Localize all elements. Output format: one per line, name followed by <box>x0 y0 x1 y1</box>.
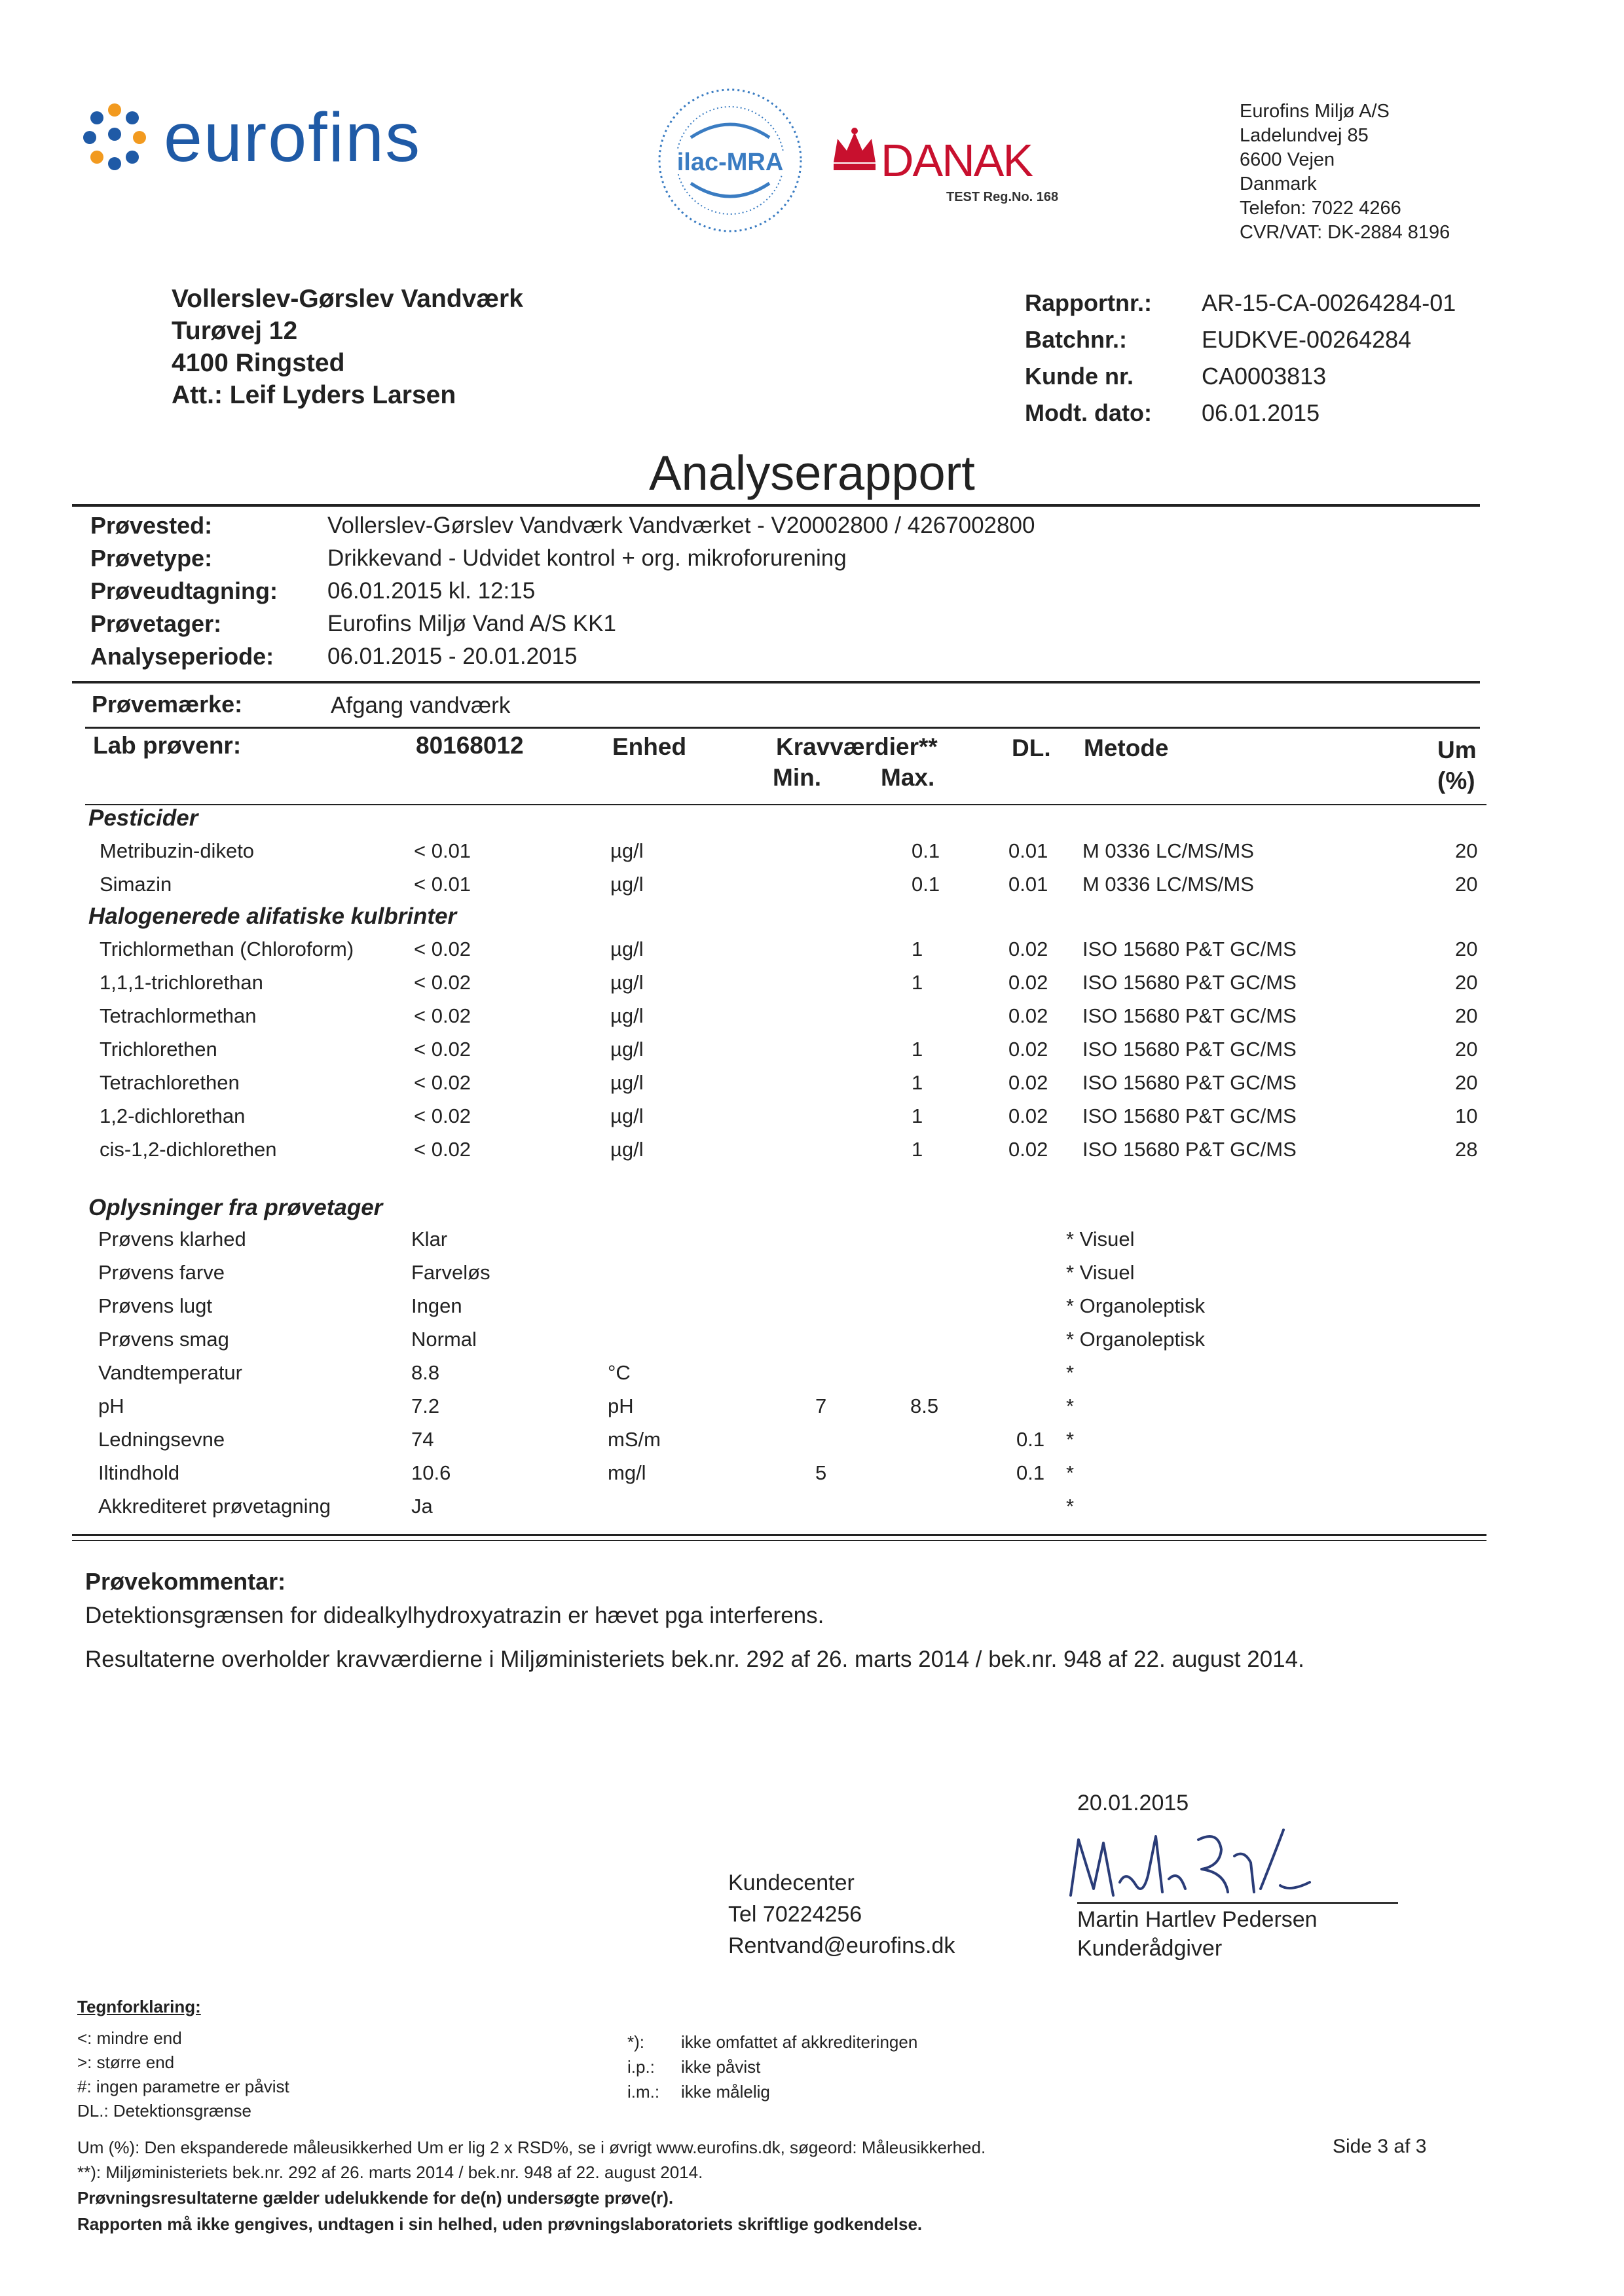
cell-unit: pH <box>608 1394 634 1417</box>
section-halogenated: Halogenerede alifatiske kulbrinter <box>88 903 457 929</box>
legend-right-keys <box>627 2030 659 2104</box>
cell-value: < 0.02 <box>414 938 471 960</box>
cell-value: 74 <box>411 1428 434 1451</box>
cell-name: Ledningsevne <box>98 1428 225 1451</box>
cell-max: 8.5 <box>910 1394 939 1417</box>
cell-name: 1,2-dichlorethan <box>100 1104 246 1127</box>
cell-min: 7 <box>815 1394 827 1417</box>
cell-value: < 0.02 <box>414 971 471 994</box>
sample-value: Eurofins Miljø Vand A/S KK1 <box>327 611 616 636</box>
cell-value: < 0.02 <box>414 1004 471 1027</box>
cell-method: ISO 15680 P&T GC/MS <box>1082 1004 1297 1027</box>
signer <box>1077 1905 1318 1963</box>
kundecenter-email[interactable]: Rentvand@eurofins.dk <box>728 1933 955 1958</box>
um-note: Um (%): Den ekspanderede måleusikkerhed Um er lig 2 x RSD%, se i øvrigt www.eurofins.dk, søgeord: Måleusikkerhed. <box>77 2138 986 2157</box>
lab-address-line: 6600 Vejen <box>1240 149 1335 170</box>
comment-line: Resultaterne overholder kravværdierne i Miljøministeriets bek.nr. 292 af 26. marts 2014 / bek.nr. 948 af 22. august 2014. <box>85 1647 1304 1672</box>
cell-value: Normal <box>411 1328 477 1351</box>
cell-unit: µg/l <box>610 1104 644 1127</box>
lab-address-line: Telefon: 7022 4266 <box>1240 198 1401 219</box>
lab-sample-number: 80168012 <box>416 732 524 759</box>
cell-um: 20 <box>1455 873 1478 896</box>
cell-um: 20 <box>1455 1004 1478 1027</box>
legend-item: >: større end <box>77 2052 175 2072</box>
crown-icon <box>828 124 881 177</box>
cell-name: Trichlorethen <box>100 1038 217 1061</box>
lab-sample-label: Lab prøvenr: <box>93 732 242 759</box>
cell-dl: 0.02 <box>1008 1138 1048 1161</box>
cell-dl: 0.02 <box>1008 1104 1048 1127</box>
max-header: Max. <box>881 764 935 791</box>
meta-value: 06.01.2015 <box>1202 399 1320 426</box>
cell-value: Ja <box>411 1495 433 1518</box>
legend-left <box>77 2026 289 2123</box>
divider <box>85 727 1480 729</box>
customer-address <box>172 283 523 411</box>
cell-dl: 0.01 <box>1008 873 1048 896</box>
legend-key: i.p.: <box>627 2057 655 2077</box>
stars-note: **): Miljøministeriets bek.nr. 292 af 26. marts 2014 / bek.nr. 948 af 22. august 2014. <box>77 2162 703 2182</box>
cell-method: M 0336 LC/MS/MS <box>1082 873 1254 896</box>
cell-value: < 0.01 <box>414 839 471 862</box>
cell-dl: 0.1 <box>1016 1461 1045 1484</box>
signature-date: 20.01.2015 <box>1077 1791 1189 1815</box>
customer-center <box>728 1867 955 1961</box>
comment-heading: Prøvekommentar: <box>85 1568 286 1595</box>
cell-unit: mg/l <box>608 1461 646 1484</box>
cell-method: ISO 15680 P&T GC/MS <box>1082 971 1297 994</box>
signature-line <box>1077 1902 1398 1904</box>
signer-title: Kunderådgiver <box>1077 1936 1223 1961</box>
report-meta-labels <box>1025 285 1152 431</box>
customer-line: 4100 Ringsted <box>172 349 345 377</box>
cell-value: < 0.02 <box>414 1071 471 1094</box>
sample-values <box>327 509 1035 673</box>
cell-method: * Visuel <box>1066 1228 1135 1250</box>
kundecenter-line: Kundecenter <box>728 1870 855 1895</box>
cell-max: 1 <box>912 1038 923 1061</box>
legend-item: <: mindre end <box>77 2028 182 2048</box>
legend-item: DL.: Detektionsgrænse <box>77 2101 251 2121</box>
eurofins-logo-text: eurofins <box>164 99 422 176</box>
lab-address <box>1240 100 1450 245</box>
cell-name: Iltindhold <box>98 1461 180 1484</box>
cell-name: Prøvens klarhed <box>98 1228 246 1250</box>
cell-unit: µg/l <box>610 1138 644 1161</box>
cell-method: ISO 15680 P&T GC/MS <box>1082 1104 1297 1127</box>
cell-name: Simazin <box>100 873 172 896</box>
customer-line: Turøvej 12 <box>172 317 298 345</box>
lab-address-line: CVR/VAT: DK-2884 8196 <box>1240 222 1450 243</box>
cell-dl: 0.1 <box>1016 1428 1045 1451</box>
cell-unit: µg/l <box>610 1071 644 1094</box>
danak-logo-text: DANAK <box>881 135 1033 186</box>
cell-um: 28 <box>1455 1138 1478 1161</box>
divider <box>72 504 1480 507</box>
cell-unit: µg/l <box>610 1004 644 1027</box>
legend-key: *): <box>627 2032 644 2052</box>
cell-name: Prøvens smag <box>98 1328 229 1351</box>
cell-value: Klar <box>411 1228 448 1250</box>
cell-method: * <box>1066 1428 1075 1451</box>
signature-image <box>1064 1817 1313 1908</box>
meta-label: Kunde nr. <box>1025 363 1134 390</box>
cell-um: 20 <box>1455 971 1478 994</box>
lab-address-line: Ladelundvej 85 <box>1240 125 1369 146</box>
cell-unit: µg/l <box>610 938 644 960</box>
cell-method: * <box>1066 1394 1075 1417</box>
cell-value: 7.2 <box>411 1394 440 1417</box>
cell-name: Prøvens lugt <box>98 1294 213 1317</box>
divider <box>72 681 1480 683</box>
legend-right-values <box>681 2030 917 2104</box>
divider <box>72 1540 1486 1541</box>
cell-max: 0.1 <box>912 839 940 862</box>
cell-unit: µg/l <box>610 971 644 994</box>
legend-item: #: ingen parametre er påvist <box>77 2077 289 2096</box>
section-pesticides: Pesticider <box>88 805 198 831</box>
cell-unit: °C <box>608 1361 631 1384</box>
sample-value: 06.01.2015 - 20.01.2015 <box>327 644 578 669</box>
min-header: Min. <box>773 764 821 791</box>
danak-reg-number: TEST Reg.No. 168 <box>946 190 1059 204</box>
cell-max: 1 <box>912 1104 923 1127</box>
cell-name: Akkrediteret prøvetagning <box>98 1495 331 1518</box>
cell-name: cis-1,2-dichlorethen <box>100 1138 277 1161</box>
limits-header: Kravværdier** <box>776 733 938 760</box>
um-header: Um <box>1437 737 1477 763</box>
sample-label: Prøvetype: <box>90 545 213 572</box>
validity-note: Prøvningsresultaterne gælder udelukkende for de(n) undersøgte prøve(r). <box>77 2188 674 2208</box>
cell-method: ISO 15680 P&T GC/MS <box>1082 1038 1297 1061</box>
meta-value: AR-15-CA-00264284-01 <box>1202 289 1456 316</box>
cell-value: Ingen <box>411 1294 462 1317</box>
cell-dl: 0.01 <box>1008 839 1048 862</box>
cell-unit: mS/m <box>608 1428 661 1451</box>
cell-unit: µg/l <box>610 1038 644 1061</box>
divider <box>72 1534 1486 1536</box>
sample-label: Prøvested: <box>90 512 213 539</box>
sample-value: 06.01.2015 kl. 12:15 <box>327 578 536 604</box>
comment-line: Detektionsgrænsen for didealkylhydroxyatrazin er hævet pga interferens. <box>85 1603 824 1628</box>
cell-value: < 0.02 <box>414 1138 471 1161</box>
customer-line: Vollerslev-Gørslev Vandværk <box>172 285 523 313</box>
cell-value: 10.6 <box>411 1461 451 1484</box>
meta-label: Rapportnr.: <box>1025 289 1152 316</box>
customer-line: Att.: Leif Lyders Larsen <box>172 381 456 409</box>
cell-um: 20 <box>1455 1071 1478 1094</box>
cell-um: 20 <box>1455 839 1478 862</box>
cell-value: < 0.02 <box>414 1038 471 1061</box>
cell-dl: 0.02 <box>1008 1004 1048 1027</box>
legend-key: i.m.: <box>627 2082 660 2102</box>
legend-value: ikke påvist <box>681 2057 761 2077</box>
report-meta-values <box>1202 285 1456 431</box>
cell-method: * <box>1066 1361 1075 1384</box>
sample-value: Drikkevand - Udvidet kontrol + org. mikroforurening <box>327 545 847 571</box>
eurofins-logo-icon <box>75 98 154 177</box>
cell-name: Tetrachlormethan <box>100 1004 257 1027</box>
cell-max: 1 <box>912 938 923 960</box>
cell-unit: µg/l <box>610 873 644 896</box>
ilac-text: ilac-MRA <box>676 149 784 176</box>
um-unit-header: (%) <box>1437 767 1475 794</box>
meta-value: CA0003813 <box>1202 363 1327 390</box>
signer-name: Martin Hartlev Pedersen <box>1077 1907 1318 1932</box>
cell-method: * Organoleptisk <box>1066 1328 1205 1351</box>
cell-value: < 0.02 <box>414 1104 471 1127</box>
cell-um: 20 <box>1455 1038 1478 1061</box>
cell-max: 1 <box>912 1071 923 1094</box>
sample-label: Analyseperiode: <box>90 643 274 670</box>
cell-value: < 0.01 <box>414 873 471 896</box>
cell-method: * Organoleptisk <box>1066 1294 1205 1317</box>
sample-labels <box>90 509 278 673</box>
cell-unit: µg/l <box>610 839 644 862</box>
sample-mark-label: Prøvemærke: <box>92 691 243 718</box>
lab-address-line: Danmark <box>1240 173 1317 194</box>
cell-method: * <box>1066 1495 1075 1518</box>
sample-value: Vollerslev-Gørslev Vandværk Vandværket - V20002800 / 4267002800 <box>327 513 1035 538</box>
lab-address-line: Eurofins Miljø A/S <box>1240 101 1390 122</box>
cell-method: * <box>1066 1461 1075 1484</box>
sample-label: Prøveudtagning: <box>90 577 278 604</box>
cell-name: 1,1,1-trichlorethan <box>100 971 263 994</box>
cell-name: Tetrachlorethen <box>100 1071 240 1094</box>
meta-label: Batchnr.: <box>1025 326 1128 353</box>
cell-method: * Visuel <box>1066 1261 1135 1284</box>
meta-value: EUDKVE-00264284 <box>1202 326 1412 353</box>
page-number: Side 3 af 3 <box>1333 2136 1427 2157</box>
legend-value: ikke omfattet af akkrediteringen <box>681 2032 918 2052</box>
sample-mark-value: Afgang vandværk <box>331 693 511 718</box>
cell-value: Farveløs <box>411 1261 490 1284</box>
ilac-mra-logo-icon <box>642 85 819 236</box>
cell-name: Trichlormethan (Chloroform) <box>100 938 354 960</box>
section-sampler-info: Oplysninger fra prøvetager <box>88 1195 383 1220</box>
page-title: Analyserapport <box>649 446 975 500</box>
meta-label: Modt. dato: <box>1025 399 1152 426</box>
cell-um: 20 <box>1455 938 1478 960</box>
kundecenter-line: Tel 70224256 <box>728 1902 862 1927</box>
cell-method: ISO 15680 P&T GC/MS <box>1082 938 1297 960</box>
cell-um: 10 <box>1455 1104 1478 1127</box>
cell-name: Metribuzin-diketo <box>100 839 255 862</box>
cell-max: 1 <box>912 971 923 994</box>
cell-dl: 0.02 <box>1008 938 1048 960</box>
cell-name: pH <box>98 1394 124 1417</box>
cell-dl: 0.02 <box>1008 971 1048 994</box>
method-header: Metode <box>1084 735 1169 761</box>
legend-heading: Tegnforklaring: <box>77 1997 201 2016</box>
cell-method: M 0336 LC/MS/MS <box>1082 839 1254 862</box>
legend-value: ikke målelig <box>681 2082 770 2102</box>
unit-header: Enhed <box>612 733 687 760</box>
cell-max: 0.1 <box>912 873 940 896</box>
cell-dl: 0.02 <box>1008 1038 1048 1061</box>
divider <box>85 804 1486 805</box>
cell-dl: 0.02 <box>1008 1071 1048 1094</box>
cell-min: 5 <box>815 1461 827 1484</box>
dl-header: DL. <box>1012 735 1051 761</box>
cell-name: Vandtemperatur <box>98 1361 242 1384</box>
cell-method: ISO 15680 P&T GC/MS <box>1082 1071 1297 1094</box>
cell-max: 1 <box>912 1138 923 1161</box>
sample-label: Prøvetager: <box>90 610 222 637</box>
reproduction-note: Rapporten må ikke gengives, undtagen i sin helhed, uden prøvningslaboratoriets skriftlige godkendelse. <box>77 2214 923 2234</box>
cell-name: Prøvens farve <box>98 1261 225 1284</box>
cell-method: ISO 15680 P&T GC/MS <box>1082 1138 1297 1161</box>
cell-value: 8.8 <box>411 1361 440 1384</box>
